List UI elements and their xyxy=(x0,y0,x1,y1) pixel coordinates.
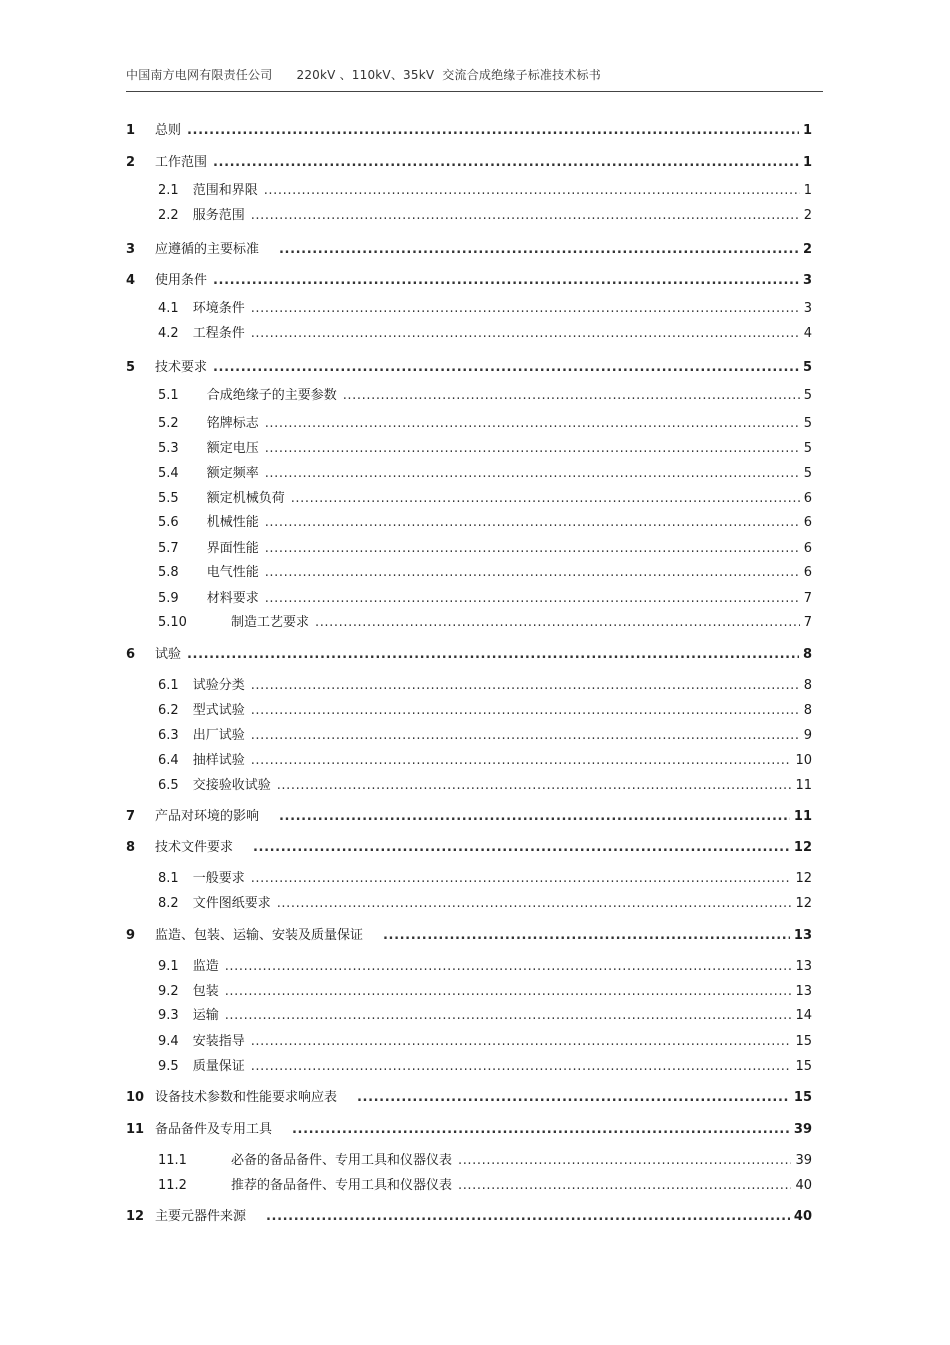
toc-entry-page: 7 xyxy=(803,591,812,606)
toc-entry[interactable] xyxy=(158,325,812,343)
toc-entry-number: 11.1 xyxy=(158,1153,187,1168)
toc-entry-page: 8 xyxy=(803,703,812,718)
toc-dot-leader xyxy=(213,359,799,377)
toc-entry-number: 4 xyxy=(126,273,136,288)
toc-entry-title: 包装 xyxy=(192,984,219,999)
toc-entry[interactable] xyxy=(126,1208,812,1226)
toc-entry-number: 8.2 xyxy=(158,896,179,911)
toc-entry[interactable] xyxy=(158,614,812,632)
toc-dot-leader xyxy=(187,646,799,664)
toc-entry-number: 3 xyxy=(126,242,136,257)
toc-entry-number: 6.5 xyxy=(158,778,179,793)
toc-entry-page: 6 xyxy=(803,565,812,580)
toc-dot-leader xyxy=(458,1152,791,1170)
toc-entry-title: 总则 xyxy=(155,123,182,138)
toc-entry-title: 出厂试验 xyxy=(192,728,245,743)
toc-dot-leader xyxy=(264,182,800,200)
toc-entry-title: 设备技术参数和性能要求响应表 xyxy=(155,1090,338,1105)
toc-entry-title: 技术要求 xyxy=(155,360,208,375)
toc-entry[interactable] xyxy=(158,387,812,405)
toc-entry-page: 6 xyxy=(803,491,812,506)
toc-entry-title: 型式试验 xyxy=(192,703,245,718)
toc-entry-title: 一般要求 xyxy=(192,871,245,886)
toc-dot-leader xyxy=(251,752,792,770)
toc-entry[interactable] xyxy=(126,1089,812,1107)
toc-entry-page: 8 xyxy=(803,678,812,693)
toc-entry-page: 5 xyxy=(803,441,812,456)
toc-entry[interactable] xyxy=(158,752,812,770)
toc-entry-title: 额定机械负荷 xyxy=(206,491,285,506)
toc-entry-page: 40 xyxy=(795,1178,812,1193)
toc-entry[interactable] xyxy=(126,359,812,377)
toc-entry-page: 13 xyxy=(795,984,812,999)
toc-entry-page: 5 xyxy=(803,388,812,403)
toc-entry-page: 6 xyxy=(803,515,812,530)
toc-entry[interactable] xyxy=(158,983,812,1001)
header-divider xyxy=(126,91,823,92)
toc-entry-page: 11 xyxy=(793,809,812,824)
toc-entry[interactable] xyxy=(158,1058,812,1076)
toc-entry[interactable] xyxy=(126,241,812,259)
toc-entry-number: 6 xyxy=(126,647,136,662)
toc-entry-title: 额定频率 xyxy=(206,466,259,481)
toc-entry[interactable] xyxy=(126,927,812,945)
toc-dot-leader xyxy=(277,895,792,913)
toc-dot-leader xyxy=(251,1058,792,1076)
toc-entry-page: 2 xyxy=(802,242,812,257)
toc-entry-number: 8.1 xyxy=(158,871,179,886)
toc-entry[interactable] xyxy=(126,646,812,664)
toc-entry-page: 11 xyxy=(795,778,812,793)
toc-entry-page: 1 xyxy=(803,183,812,198)
toc-entry[interactable] xyxy=(158,895,812,913)
toc-entry-title: 监造、包装、运输、安装及质量保证 xyxy=(155,928,364,943)
toc-entry-title: 文件图纸要求 xyxy=(192,896,271,911)
toc-entry-title: 铭牌标志 xyxy=(206,416,259,431)
toc-entry-number: 6.4 xyxy=(158,753,179,768)
toc-entry-number: 5.3 xyxy=(158,441,179,456)
toc-entry-title: 试验 xyxy=(155,647,182,662)
toc-entry-page: 40 xyxy=(793,1209,812,1224)
toc-entry[interactable] xyxy=(158,727,812,745)
toc-entry-number: 2.1 xyxy=(158,183,179,198)
toc-entry-number: 11 xyxy=(126,1122,145,1137)
toc-dot-leader xyxy=(251,702,800,720)
toc-entry[interactable] xyxy=(158,702,812,720)
toc-entry-title: 试验分类 xyxy=(192,678,245,693)
toc-entry[interactable] xyxy=(158,415,812,433)
toc-entry-title: 主要元器件来源 xyxy=(155,1209,247,1224)
toc-entry[interactable] xyxy=(158,514,812,532)
toc-entry-page: 12 xyxy=(795,896,812,911)
toc-entry-title: 界面性能 xyxy=(206,541,259,556)
toc-entry[interactable] xyxy=(158,677,812,695)
toc-entry-number: 5.7 xyxy=(158,541,179,556)
toc-dot-leader xyxy=(265,415,800,433)
toc-entry-number: 5.6 xyxy=(158,515,179,530)
toc-entry-page: 39 xyxy=(795,1153,812,1168)
toc-entry[interactable] xyxy=(126,122,812,140)
toc-dot-leader xyxy=(265,440,800,458)
toc-entry[interactable] xyxy=(158,777,812,795)
toc-entry[interactable] xyxy=(126,1121,812,1139)
toc-entry-page: 3 xyxy=(803,301,812,316)
toc-entry[interactable] xyxy=(158,207,812,225)
toc-dot-leader xyxy=(251,1033,792,1051)
toc-entry-number: 9.1 xyxy=(158,959,179,974)
toc-dot-leader xyxy=(265,514,800,532)
toc-entry-number: 9 xyxy=(126,928,136,943)
page-header xyxy=(126,66,823,83)
toc-entry-title: 必备的备品备件、专用工具和仪器仪表 xyxy=(230,1153,452,1168)
toc-entry-number: 10 xyxy=(126,1090,145,1105)
toc-entry-title: 机械性能 xyxy=(206,515,259,530)
toc-dot-leader xyxy=(213,154,799,172)
toc-dot-leader xyxy=(225,1007,792,1025)
toc-entry[interactable] xyxy=(158,958,812,976)
toc-entry-number: 9.4 xyxy=(158,1034,179,1049)
toc-entry-page: 12 xyxy=(793,840,812,855)
toc-entry-title: 材料要求 xyxy=(206,591,259,606)
toc-entry-page: 12 xyxy=(795,871,812,886)
toc-entry-page: 3 xyxy=(802,273,812,288)
toc-entry-number: 5.9 xyxy=(158,591,179,606)
toc-entry-title: 推荐的备品备件、专用工具和仪器仪表 xyxy=(230,1178,452,1193)
toc-entry-number: 5.2 xyxy=(158,416,179,431)
toc-dot-leader xyxy=(225,958,792,976)
toc-entry-page: 39 xyxy=(793,1122,812,1137)
toc-entry-page: 1 xyxy=(802,155,812,170)
toc-entry[interactable] xyxy=(158,1033,812,1051)
toc-entry-page: 6 xyxy=(803,541,812,556)
toc-dot-leader xyxy=(225,983,792,1001)
toc-dot-leader xyxy=(213,272,799,290)
toc-dot-leader xyxy=(251,727,800,745)
toc-dot-leader xyxy=(357,1089,790,1107)
toc-dot-leader xyxy=(251,677,800,695)
toc-entry-number: 4.1 xyxy=(158,301,179,316)
toc-entry-title: 运输 xyxy=(192,1008,219,1023)
toc-dot-leader xyxy=(266,1208,790,1226)
toc-entry-title: 环境条件 xyxy=(192,301,245,316)
toc-entry-number: 6.1 xyxy=(158,678,179,693)
toc-entry[interactable] xyxy=(158,465,812,483)
toc-entry-number: 5 xyxy=(126,360,136,375)
toc-entry-title: 质量保证 xyxy=(192,1059,245,1074)
header-company: 中国南方电网有限责任公司 xyxy=(126,68,273,82)
toc-entry-number: 2.2 xyxy=(158,208,179,223)
toc-entry-page: 15 xyxy=(793,1090,812,1105)
toc-entry-page: 10 xyxy=(795,753,812,768)
header-doc-title: 220kV 、110kV、35kV 交流合成绝缘子标准技术标书 xyxy=(296,68,601,82)
toc-entry-title: 监造 xyxy=(192,959,219,974)
toc-entry[interactable] xyxy=(126,272,812,290)
toc-entry[interactable] xyxy=(158,564,812,582)
toc-entry[interactable] xyxy=(126,808,812,826)
toc-dot-leader xyxy=(253,839,790,857)
toc-dot-leader xyxy=(251,870,792,888)
toc-entry-title: 技术文件要求 xyxy=(155,840,234,855)
toc-entry-page: 13 xyxy=(793,928,812,943)
toc-entry-number: 11.2 xyxy=(158,1178,187,1193)
toc-dot-leader xyxy=(343,387,800,405)
toc-entry-page: 2 xyxy=(803,208,812,223)
toc-entry-title: 应遵循的主要标准 xyxy=(155,242,260,257)
toc-dot-leader xyxy=(383,927,790,945)
toc-entry-page: 5 xyxy=(803,416,812,431)
toc-dot-leader xyxy=(265,465,800,483)
toc-dot-leader xyxy=(315,614,800,632)
toc-entry-number: 5.1 xyxy=(158,388,179,403)
toc-entry-number: 9.3 xyxy=(158,1008,179,1023)
toc-dot-leader xyxy=(251,207,800,225)
toc-dot-leader xyxy=(265,564,800,582)
toc-entry[interactable] xyxy=(158,440,812,458)
toc-entry-page: 1 xyxy=(802,123,812,138)
toc-entry-title: 交接验收试验 xyxy=(192,778,271,793)
toc-entry-number: 9.2 xyxy=(158,984,179,999)
toc-entry[interactable] xyxy=(158,1152,812,1170)
toc-entry-page: 4 xyxy=(803,326,812,341)
toc-entry[interactable] xyxy=(158,1177,812,1195)
toc-entry-number: 5.4 xyxy=(158,466,179,481)
toc-entry[interactable] xyxy=(158,182,812,200)
toc-entry-page: 7 xyxy=(803,615,812,630)
toc-entry-title: 服务范围 xyxy=(192,208,245,223)
toc-entry-number: 5.10 xyxy=(158,615,187,630)
toc-dot-leader xyxy=(277,777,792,795)
toc-dot-leader xyxy=(187,122,799,140)
toc-entry-title: 合成绝缘子的主要参数 xyxy=(206,388,337,403)
toc-dot-leader xyxy=(458,1177,791,1195)
toc-entry-page: 15 xyxy=(795,1034,812,1049)
toc-entry-number: 7 xyxy=(126,809,136,824)
toc-entry-title: 额定电压 xyxy=(206,441,259,456)
toc-entry-number: 2 xyxy=(126,155,136,170)
toc-entry-number: 5.5 xyxy=(158,491,179,506)
toc-entry[interactable] xyxy=(158,870,812,888)
toc-dot-leader xyxy=(279,241,799,259)
toc-dot-leader xyxy=(265,540,800,558)
toc-dot-leader xyxy=(292,1121,790,1139)
toc-dot-leader xyxy=(291,490,800,508)
toc-entry-title: 工作范围 xyxy=(155,155,208,170)
toc-entry-title: 安装指导 xyxy=(192,1034,245,1049)
toc-entry-title: 抽样试验 xyxy=(192,753,245,768)
toc-entry[interactable] xyxy=(158,300,812,318)
toc-entry-number: 6.2 xyxy=(158,703,179,718)
toc-entry-number: 8 xyxy=(126,840,136,855)
toc-entry-title: 产品对环境的影响 xyxy=(155,809,260,824)
toc-entry-title: 范围和界限 xyxy=(192,183,258,198)
toc-entry[interactable] xyxy=(158,1007,812,1025)
toc-entry-title: 备品备件及专用工具 xyxy=(155,1122,273,1137)
toc-entry-number: 1 xyxy=(126,123,136,138)
toc-entry-number: 6.3 xyxy=(158,728,179,743)
toc-entry-page: 5 xyxy=(802,360,812,375)
toc-entry-page: 15 xyxy=(795,1059,812,1074)
toc-entry-page: 9 xyxy=(803,728,812,743)
toc-entry-page: 13 xyxy=(795,959,812,974)
toc-entry[interactable] xyxy=(158,490,812,508)
toc-entry-page: 14 xyxy=(795,1008,812,1023)
toc-dot-leader xyxy=(251,325,800,343)
toc-entry-title: 使用条件 xyxy=(155,273,208,288)
toc-entry[interactable] xyxy=(158,540,812,558)
toc-entry-title: 工程条件 xyxy=(192,326,245,341)
toc-entry-page: 8 xyxy=(802,647,812,662)
toc-entry[interactable] xyxy=(126,839,812,857)
toc-entry-page: 5 xyxy=(803,466,812,481)
toc-entry-title: 电气性能 xyxy=(206,565,259,580)
toc-dot-leader xyxy=(279,808,790,826)
toc-entry-number: 5.8 xyxy=(158,565,179,580)
toc-entry[interactable] xyxy=(126,154,812,172)
toc-entry-number: 4.2 xyxy=(158,326,179,341)
toc-entry-number: 9.5 xyxy=(158,1059,179,1074)
toc-dot-leader xyxy=(265,590,800,608)
toc-entry-number: 12 xyxy=(126,1209,145,1224)
toc-dot-leader xyxy=(251,300,800,318)
toc-entry-title: 制造工艺要求 xyxy=(230,615,309,630)
toc-entry[interactable] xyxy=(158,590,812,608)
